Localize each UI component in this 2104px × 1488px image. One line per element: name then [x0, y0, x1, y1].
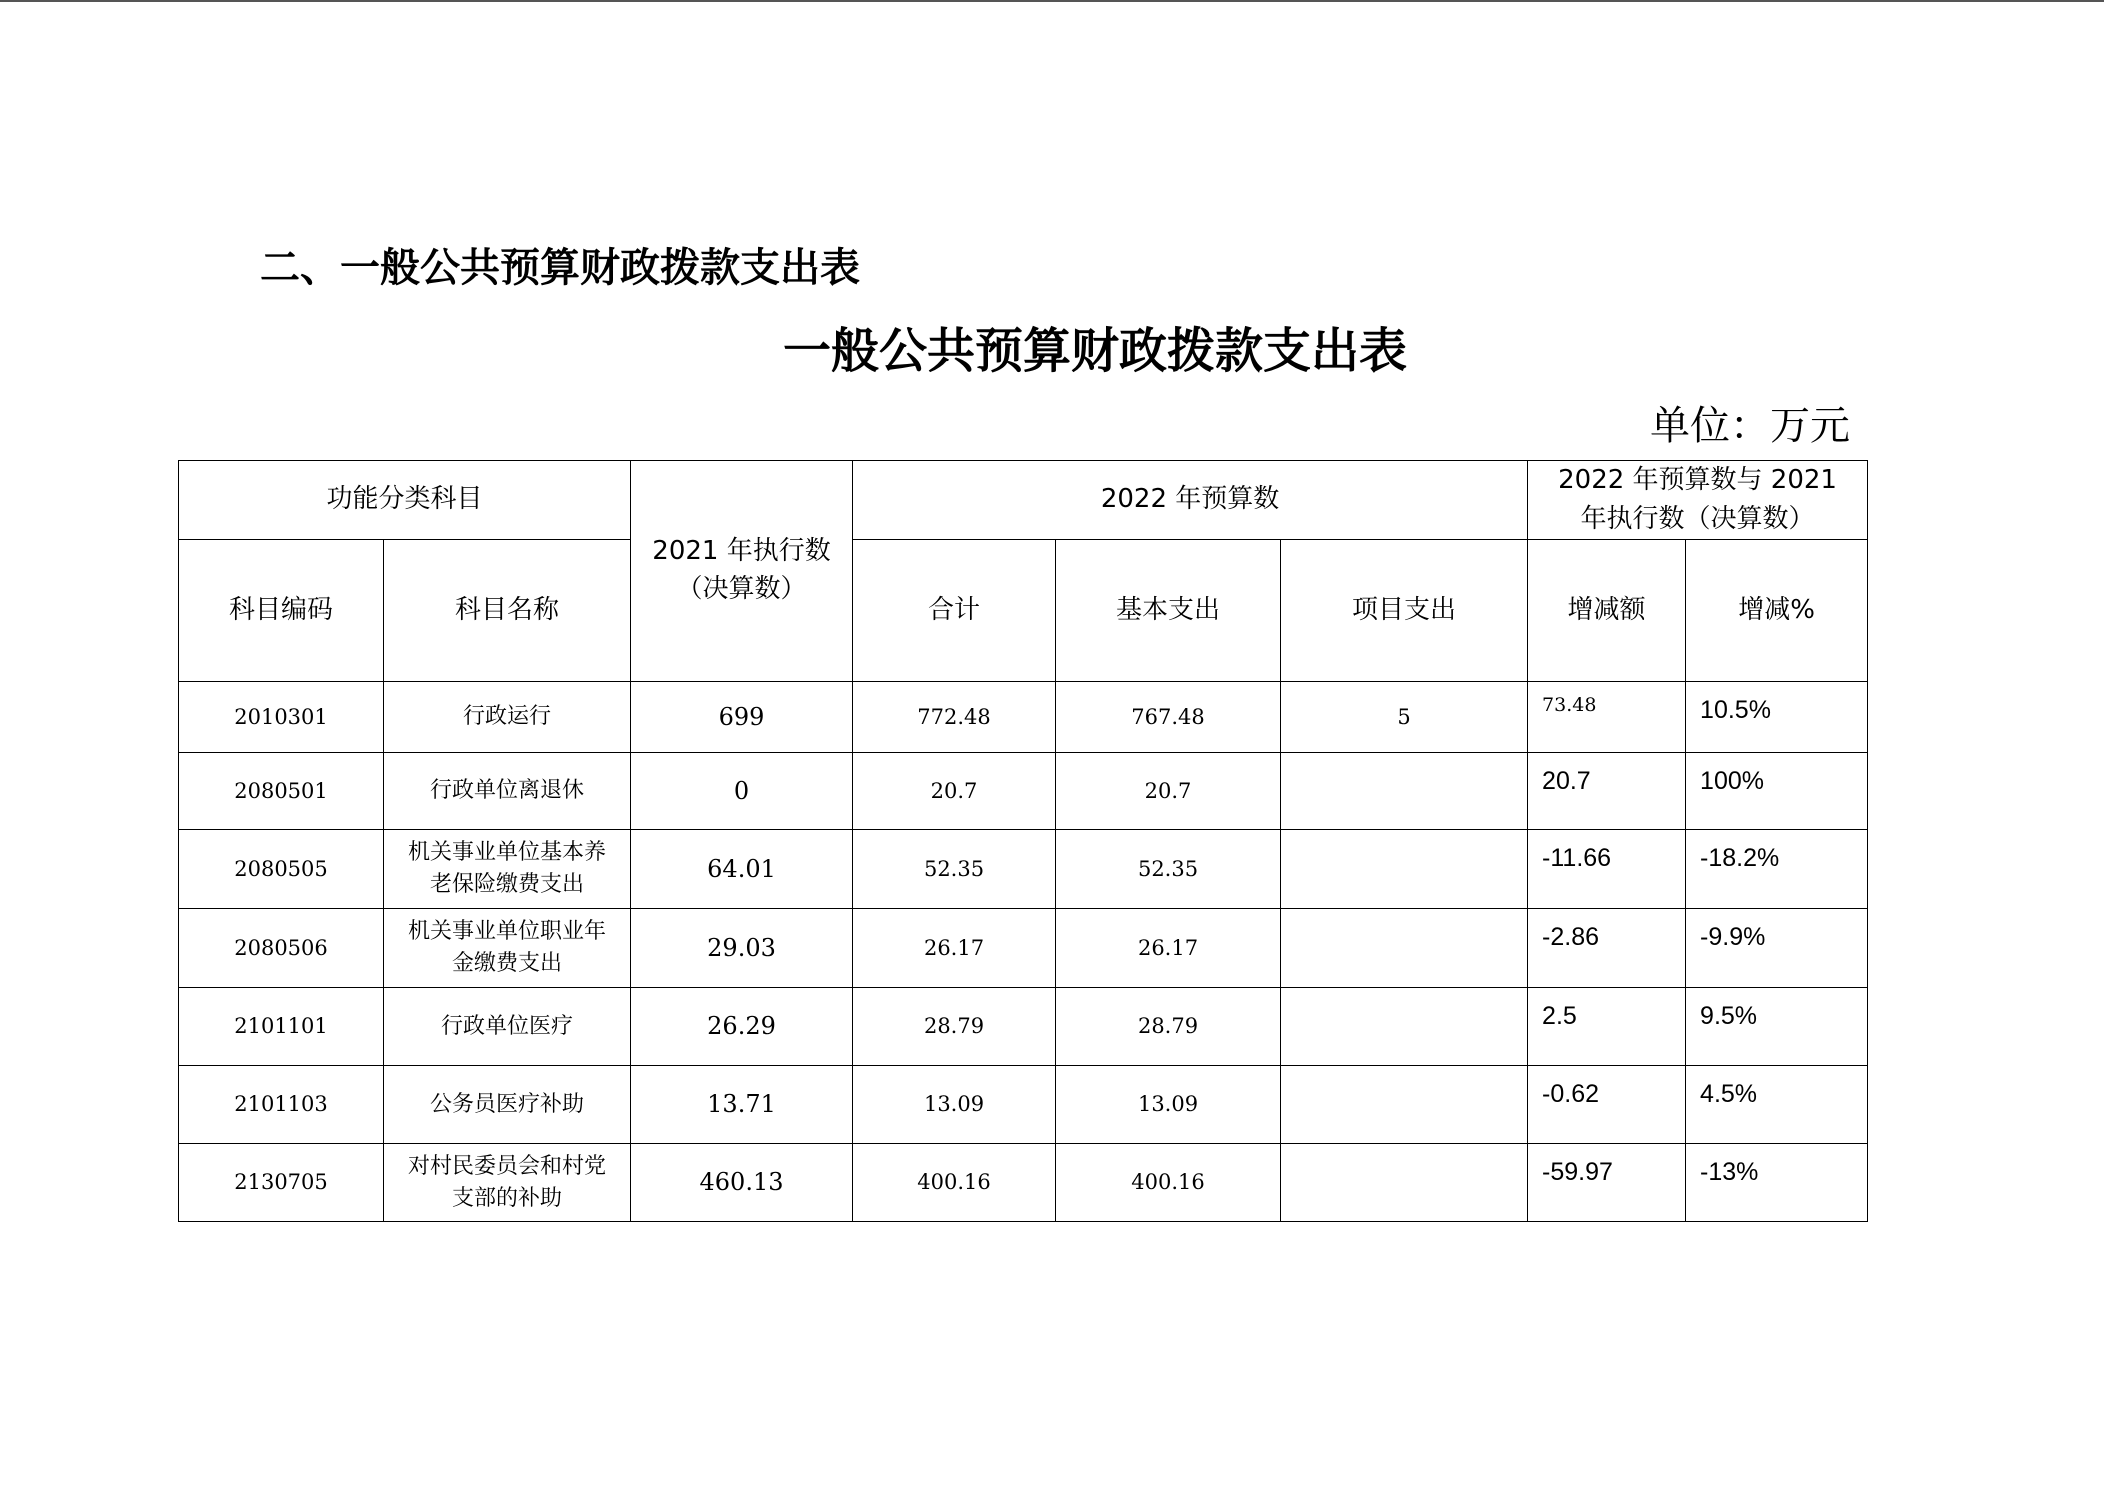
- header-row-1: [179, 461, 1868, 540]
- cell-diff-amount: 2.5: [1528, 988, 1686, 1066]
- cell-exec-2021: 64.01: [631, 830, 853, 909]
- cell-code: 2080506: [179, 909, 384, 988]
- cell-basic: 400.16: [1056, 1144, 1281, 1222]
- table-row: [179, 682, 1868, 753]
- cell-exec-2021: 0: [631, 753, 853, 830]
- cell-total: 20.7: [853, 753, 1056, 830]
- table-row: [179, 753, 1868, 830]
- cell-diff-amount: 20.7: [1528, 753, 1686, 830]
- cell-diff-amount: -0.62: [1528, 1066, 1686, 1144]
- header-func-class: 功能分类科目: [179, 461, 631, 540]
- table-row: [179, 988, 1868, 1066]
- cell-total: 13.09: [853, 1066, 1056, 1144]
- cell-basic: 26.17: [1056, 909, 1281, 988]
- cell-code: 2130705: [179, 1144, 384, 1222]
- cell-total: 28.79: [853, 988, 1056, 1066]
- cell-diff-amount: -2.86: [1528, 909, 1686, 988]
- table-row: [179, 1144, 1868, 1222]
- cell-code: 2080505: [179, 830, 384, 909]
- header-project: 项目支出: [1281, 540, 1528, 682]
- header-diff: 2022 年预算数与 2021 年执行数（决算数）: [1528, 461, 1868, 540]
- cell-exec-2021: 460.13: [631, 1144, 853, 1222]
- cell-project: 5: [1281, 682, 1528, 753]
- table-title: 一般公共预算财政拨款支出表: [782, 323, 1407, 379]
- cell-exec-2021: 699: [631, 682, 853, 753]
- cell-diff-amount: -11.66: [1528, 830, 1686, 909]
- cell-exec-2021: 26.29: [631, 988, 853, 1066]
- cell-project: [1281, 988, 1528, 1066]
- cell-basic: 13.09: [1056, 1066, 1281, 1144]
- table-row: [179, 1066, 1868, 1144]
- cell-project: [1281, 753, 1528, 830]
- table-row: [179, 830, 1868, 909]
- cell-code: 2080501: [179, 753, 384, 830]
- budget-table: [178, 460, 1868, 1222]
- section-heading: 二、一般公共预算财政拨款支出表: [260, 245, 860, 291]
- cell-project: [1281, 909, 1528, 988]
- cell-basic: 52.35: [1056, 830, 1281, 909]
- cell-diff-pct: 10.5%: [1686, 682, 1868, 753]
- cell-diff-pct: 100%: [1686, 753, 1868, 830]
- cell-code: 2101103: [179, 1066, 384, 1144]
- cell-diff-pct: 9.5%: [1686, 988, 1868, 1066]
- cell-name: 公务员医疗补助: [384, 1066, 631, 1144]
- header-total: 合计: [853, 540, 1056, 682]
- table-row: [179, 909, 1868, 988]
- page-top-border: [0, 0, 2104, 2]
- cell-diff-amount: -59.97: [1528, 1144, 1686, 1222]
- unit-label: 单位：万元: [1650, 403, 1850, 449]
- cell-diff-pct: -9.9%: [1686, 909, 1868, 988]
- header-exec-2021: 2021 年执行数（决算数）: [631, 461, 853, 682]
- header-row-2: [179, 540, 1868, 682]
- header-budget-2022: 2022 年预算数: [853, 461, 1528, 540]
- cell-basic: 28.79: [1056, 988, 1281, 1066]
- cell-project: [1281, 1144, 1528, 1222]
- cell-project: [1281, 830, 1528, 909]
- cell-name: 行政运行: [384, 682, 631, 753]
- header-code: 科目编码: [179, 540, 384, 682]
- cell-code: 2010301: [179, 682, 384, 753]
- cell-diff-amount: 73.48: [1528, 682, 1686, 753]
- cell-basic: 20.7: [1056, 753, 1281, 830]
- header-diff-amount: 增减额: [1528, 540, 1686, 682]
- cell-project: [1281, 1066, 1528, 1144]
- header-diff-pct: 增减%: [1686, 540, 1868, 682]
- cell-diff-pct: 4.5%: [1686, 1066, 1868, 1144]
- cell-basic: 767.48: [1056, 682, 1281, 753]
- cell-name: 行政单位医疗: [384, 988, 631, 1066]
- cell-total: 400.16: [853, 1144, 1056, 1222]
- cell-name: 行政单位离退休: [384, 753, 631, 830]
- cell-diff-pct: -18.2%: [1686, 830, 1868, 909]
- header-basic: 基本支出: [1056, 540, 1281, 682]
- header-name: 科目名称: [384, 540, 631, 682]
- cell-exec-2021: 29.03: [631, 909, 853, 988]
- cell-code: 2101101: [179, 988, 384, 1066]
- cell-exec-2021: 13.71: [631, 1066, 853, 1144]
- cell-diff-pct: -13%: [1686, 1144, 1868, 1222]
- cell-name: 机关事业单位职业年金缴费支出: [384, 909, 631, 988]
- cell-total: 772.48: [853, 682, 1056, 753]
- cell-total: 26.17: [853, 909, 1056, 988]
- cell-name: 机关事业单位基本养老保险缴费支出: [384, 830, 631, 909]
- cell-total: 52.35: [853, 830, 1056, 909]
- cell-name: 对村民委员会和村党支部的补助: [384, 1144, 631, 1222]
